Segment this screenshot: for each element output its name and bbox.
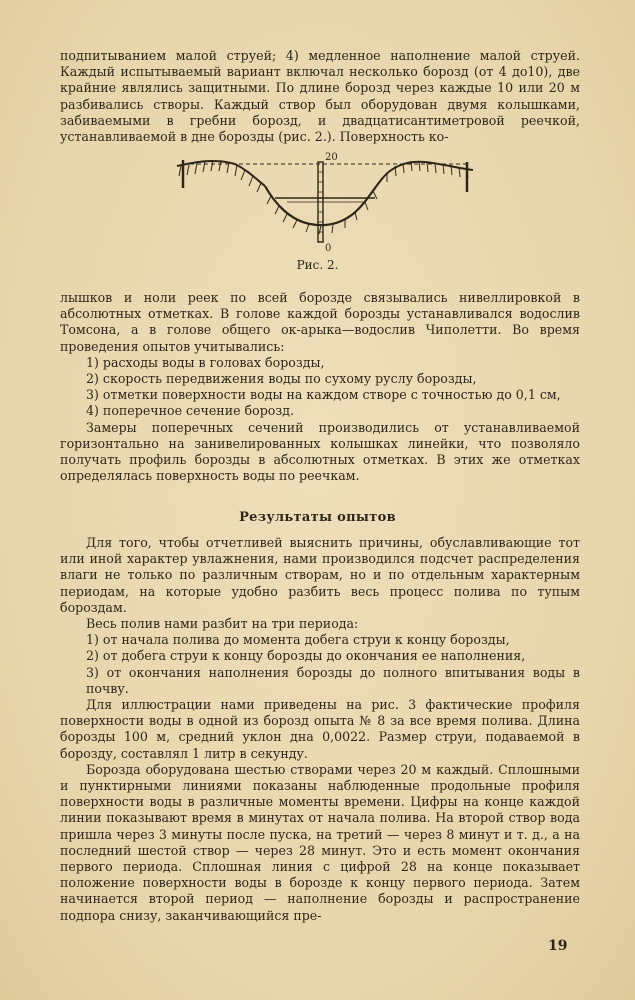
paragraph-measurements: лышков и ноли реек по всей борозде связывались нивеллировкой в абсолютных отметках. В голове каждой борозды устанавливался водослив Томсона, а в голове общего ок-арыка—водослив Чиполетти. Во время проведения опытов учитывались: [60,290,580,354]
soil-hatching-right [387,161,468,182]
figure-caption: Рис. 2. [296,258,339,272]
list-item: 1) от начала полива до момента добега струи к концу борозды, [86,632,510,648]
ground-left-line [177,161,265,186]
list-item: 3) от окончания наполнения борозды до полного впитывания воды в почву. [86,664,580,696]
text-block-results [60,535,580,924]
page-number: 19 [548,938,568,954]
soil-hatching-left [179,160,261,192]
gauge-ticks [318,172,323,232]
figure-furrow-cross-section [175,148,475,256]
list-item: 1) расходы воды в головах борозды, [86,354,325,370]
gauge-label-bottom: 0 [325,243,332,254]
list-item: 4) поперечное сечение борозд. [86,403,294,419]
text-block-top [60,48,580,145]
paragraph-continuation: подпитыванием малой струей; 4) медленное наполнение малой струей. Каждый испытываемый вариант включал несколько борозд (от 4 до10), две крайние являлись защитными. По длине борозд через каждые 10 или 20 м разбивались створы. Каждый створ был оборудован двумя колышками, забиваемыми в гребни борозд, и двадцатисантиметровой реечкой, устанавливаемой в дне борозды (рис. 2.). Поверхность ко- [60,48,580,145]
list-item: 2) скорость передвижения воды по сухому руслу борозды, [86,371,477,387]
paragraph-periods-intro: Весь полив нами разбит на три периода: [86,616,359,632]
paragraph-furrow-equipment: Борозда оборудована шестью створами через 20 м каждый. Сплошными и пунктирными линиями показаны наблюденные продольные профиля поверхности воды в различные моменты времени. Цифры на конце каждой линии показывают время в минутах от начала полива. На второй створ вода пришла через 3 минуты после пуска, на третий — через 8 минут и т. д., а на последний шестой створ — через 28 минут. Это и есть момент окончания первого периода. Сплошная линия с цифрой 28 на конце показывает положение поверхности воды в борозде к концу первого периода. Затем начинается второй период — наполнение борозды и распространение подпора снизу, заканчивающийся пре- [60,761,580,923]
text-block-middle [60,290,580,484]
list-item: 3) отметки поверхности воды на каждом створе с точностью до 0,1 см, [86,387,561,403]
list-item: 2) от добега струи к концу борозды до окончания ее наполнения, [86,648,526,664]
paragraph-illustration: Для иллюстрации нами приведены на рис. 3 фактические профиля поверхности воды в одной из борозд опыта № 8 за все время полива. Длина борозды 100 м, средний уклон дна 0,0022. Размер струи, подаваемой в борозду, составлял 1 литр в секунду. [60,697,580,761]
paragraph-results-intro: Для того, чтобы отчетливей выяснить причины, обуславливающие тот или иной характер увлажнения, нами производился подсчет распределения влаги не только по различным створам, но и по отдельным характерным периодам, на которые удобно разбить весь процесс полива по тупым бороздам. [60,535,580,615]
paragraph-cross-sections: Замеры поперечных сечений производились от устанавливаемой горизонтально на занивелированных колышках линейки, что позволяло получать профиль борозды в абсолютных отметках. В этих же отметках определялась поверхность воды по реечкам. [60,419,580,484]
section-heading: Результаты опытов [239,510,396,525]
gauge-label-top: 20 [325,152,338,163]
